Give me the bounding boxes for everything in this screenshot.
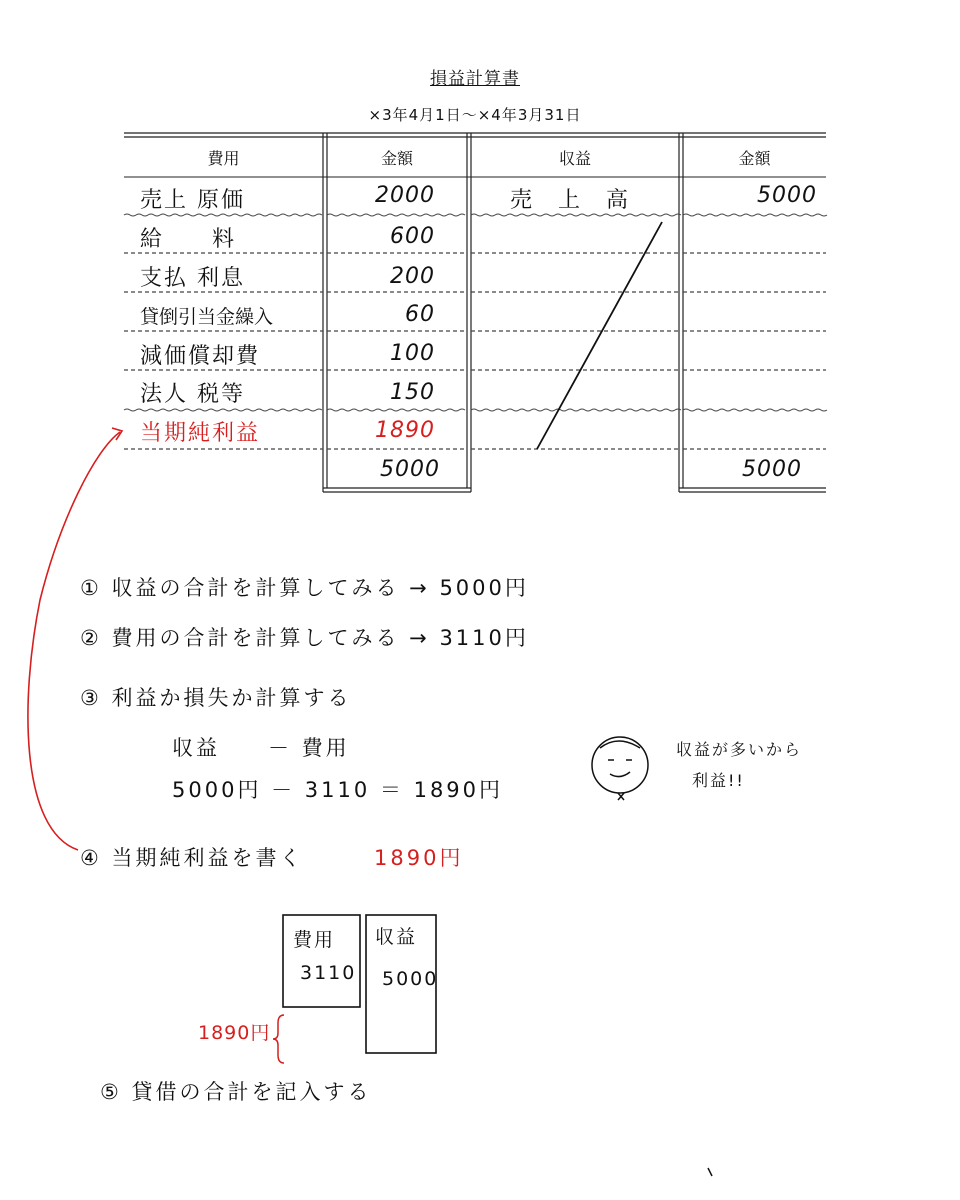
expense-label: 貸倒引当金繰入 xyxy=(140,306,274,328)
blank-diagonal-line xyxy=(537,222,662,449)
expense-amount: 150 xyxy=(390,380,435,405)
header-amount-left: 金額 xyxy=(380,149,413,168)
header-expense: 費用 xyxy=(207,149,240,168)
diagram-revenue-label: 収益 xyxy=(375,926,418,948)
note-step-2: ② 費用の合計を計算してみる → 3110円 xyxy=(80,626,529,650)
header-amount-right: 金額 xyxy=(738,149,771,168)
expense-amount: 2000 xyxy=(375,183,435,208)
diagram-expense-label: 費用 xyxy=(293,929,336,951)
expense-label: 給 料 xyxy=(140,227,237,252)
diagram-revenue-value: 5000 xyxy=(382,968,439,990)
expense-amount: 100 xyxy=(390,341,435,366)
expense-amount: 60 xyxy=(405,302,435,327)
revenue-label: 売 上 高 xyxy=(510,188,631,213)
net-income-amount: 1890 xyxy=(375,418,435,443)
expense-amount: 200 xyxy=(390,264,435,289)
revenue-amount: 5000 xyxy=(757,183,817,208)
diagram-expense-value: 3110 xyxy=(300,962,357,984)
net-income-label: 当期純利益 xyxy=(140,421,261,446)
bubble-line-1: 収益が多いから xyxy=(676,740,803,759)
note-step-4: ④ 当期純利益を書く xyxy=(80,846,304,870)
bubble-line-2: 利益!! xyxy=(692,771,745,790)
net-income-value: 1890円 xyxy=(374,846,464,870)
expense-label: 支払 利息 xyxy=(140,266,245,291)
diagram-gap-label: 1890円 xyxy=(198,1022,271,1044)
note-step-1: ① 収益の合計を計算してみる → 5000円 xyxy=(80,576,529,600)
calc-line-2: 5000円 － 3110 ＝ 1890円 xyxy=(172,778,504,802)
total-left: 5000 xyxy=(380,457,440,482)
expense-label: 減価償却費 xyxy=(140,344,261,369)
statement-title: 損益計算書 xyxy=(430,69,520,89)
header-revenue: 収益 xyxy=(558,149,591,168)
expense-amount: 600 xyxy=(390,224,435,249)
note-step-3: ③ 利益か損失か計算する xyxy=(80,686,352,710)
brace-icon xyxy=(273,1015,284,1063)
statement-period: ×3年4月1日〜×4年3月31日 xyxy=(368,106,582,124)
expense-label: 売上 原価 xyxy=(140,188,245,213)
smiley-face-icon xyxy=(592,737,648,800)
calc-line-1: 収益 － 費用 xyxy=(172,736,350,760)
expense-label: 法人 税等 xyxy=(140,382,245,407)
total-right: 5000 xyxy=(742,457,802,482)
note-step-5: ⑤ 貸借の合計を記入する xyxy=(100,1080,372,1104)
